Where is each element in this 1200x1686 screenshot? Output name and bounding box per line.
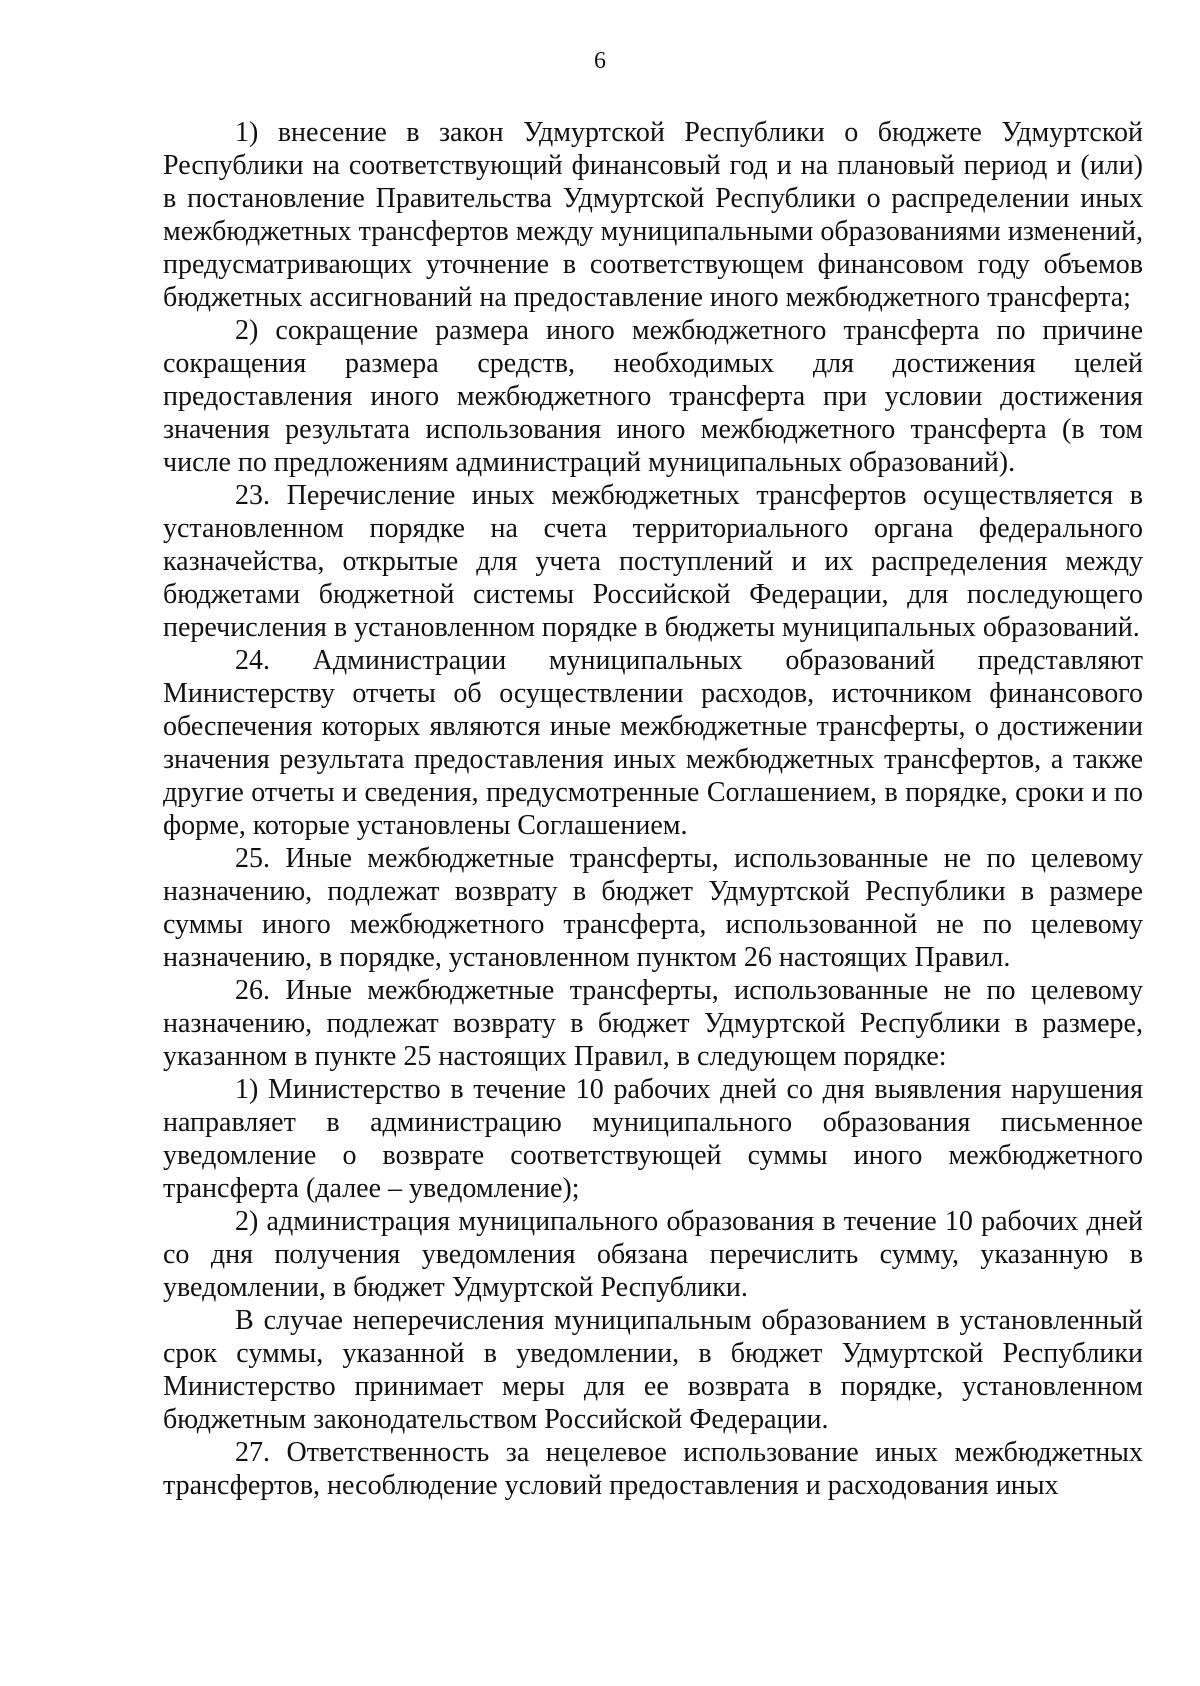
paragraph-item-1: 1) внесение в закон Удмуртской Республики о бюджете Удмуртской Республики на соответствующий финансовый год и на плановый период и (или) в постановление Правительства Удмуртской Республики о распределении иных межбюджетных трансфертов между муниципальными образованиями изменений, предусматривающих уточнение в соответствующем финансовом году объемов бюджетных ассигнований на предоставление иного межбюджетного трансферта; — [163, 117, 1143, 313]
paragraph-clause-26: 26. Иные межбюджетные трансферты, использованные не по целевому назначению, подлежат возврату в бюджет Удмуртской Республики в размере, указанном в пункте 25 настоящих Правил, в следующем порядке: — [163, 975, 1143, 1072]
paragraph-clause-27: 27. Ответственность за нецелевое использование иных межбюджетных трансфертов, несоблюдение условий предоставления и расходования иных — [163, 1437, 1143, 1501]
page-number: 6 — [594, 48, 606, 74]
paragraph-clause-25: 25. Иные межбюджетные трансферты, использованные не по целевому назначению, подлежат возврату в бюджет Удмуртской Республики в размере суммы иного межбюджетного трансферта, использованной не по целевому назначению, в порядке, установленном пунктом 26 настоящих Правил. — [163, 843, 1143, 973]
paragraph-item-2: 2) сокращение размера иного межбюджетного трансферта по причине сокращения размера средств, необходимых для достижения целей предоставления иного межбюджетного трансферта при условии достижения значения результата использования иного межбюджетного трансферта (в том числе по предложениям администраций муниципальных образований). — [163, 315, 1143, 478]
paragraph-clause-23: 23. Перечисление иных межбюджетных трансфертов осуществляется в установленном порядке на счета территориального органа федерального казначейства, открытые для учета поступлений и их распределения между бюджетами бюджетной системы Российской Федерации, для последующего перечисления в установленном порядке в бюджеты муниципальных образований. — [163, 480, 1143, 643]
paragraph-nonpayment-case: В случае неперечисления муниципальным образованием в установленный срок суммы, указанной в уведомлении, в бюджет Удмуртской Республики Министерство принимает меры для ее возврата в порядке, установленном бюджетным законодательством Российской Федерации. — [163, 1305, 1143, 1435]
document-body — [163, 116, 1143, 1502]
paragraph-clause-24: 24. Администрации муниципальных образований представляют Министерству отчеты об осуществлении расходов, источником финансового обеспечения которых являются иные межбюджетные трансферты, о достижении значения результата предоставления иных межбюджетных трансфертов, а также другие отчеты и сведения, предусмотренные Соглашением, в порядке, сроки и по форме, которые установлены Соглашением. — [163, 645, 1143, 841]
paragraph-clause-26-item-2: 2) администрация муниципального образования в течение 10 рабочих дней со дня получения уведомления обязана перечислить сумму, указанную в уведомлении, в бюджет Удмуртской Республики. — [163, 1206, 1143, 1303]
paragraph-clause-26-item-1: 1) Министерство в течение 10 рабочих дней со дня выявления нарушения направляет в администрацию муниципального образования письменное уведомление о возврате соответствующей суммы иного межбюджетного трансферта (далее – уведомление); — [163, 1074, 1143, 1204]
